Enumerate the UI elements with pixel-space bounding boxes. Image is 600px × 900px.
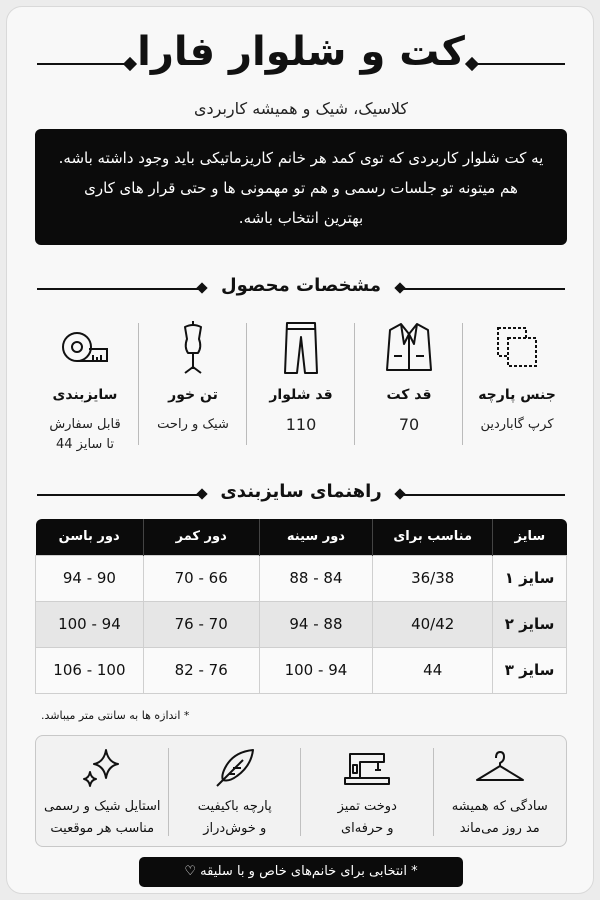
diamond-ornament-icon [123, 57, 137, 71]
cell-size: سایز ۱ [493, 555, 567, 601]
spec-sizing [31, 319, 139, 452]
cell-fit: 36/38 [373, 555, 493, 601]
cell-waist: 70 - 76 [143, 601, 259, 647]
cell-fit: 40/42 [373, 601, 493, 647]
spec-value: 110 [285, 415, 317, 434]
size-heading-row [7, 479, 595, 509]
spec-value: کرپ گاباردین [480, 417, 554, 432]
cell-chest: 88 - 94 [259, 601, 373, 647]
footer-banner: * انتخابی برای خانم‌های خاص و با سلیقه ♡ [139, 857, 463, 887]
title-divider-left [37, 63, 127, 65]
feather-icon [169, 746, 302, 790]
product-sheet [6, 6, 594, 894]
table-row [36, 555, 567, 601]
title-row [7, 29, 595, 85]
spec-jacket-length [355, 319, 463, 449]
trousers-icon [247, 319, 355, 375]
cell-waist: 76 - 82 [143, 647, 259, 693]
feature-line: استایل شیک و رسمی [44, 799, 161, 814]
cell-hip: 100 - 106 [36, 647, 144, 693]
feature-line: دوخت تمیز [337, 799, 397, 814]
diamond-ornament-icon [196, 282, 207, 293]
cell-chest: 94 - 100 [259, 647, 373, 693]
divider-line [400, 288, 565, 290]
spec-label: تن خور [168, 387, 218, 403]
spec-pants-length [247, 319, 355, 449]
table-row [36, 647, 567, 693]
spec-value: شیک و راحت [157, 417, 229, 432]
spec-value-line: تا سایز 44 [55, 437, 115, 452]
table-header-row [36, 519, 567, 555]
features-box [35, 735, 567, 847]
diamond-ornament-icon [196, 488, 207, 499]
divider-line [37, 288, 202, 290]
intro-line: هم میتونه تو جلسات رسمی و هم تو مهمونی ها و حتی قرار های کاری [84, 179, 518, 197]
title-divider-right [475, 63, 565, 65]
feature-item [301, 736, 434, 846]
col-hip: دور باسن [36, 519, 144, 555]
cell-hip: 94 - 100 [36, 601, 144, 647]
col-size: سایز [493, 519, 567, 555]
sewing-machine-icon [301, 746, 434, 790]
fabric-swatch-icon [463, 319, 571, 375]
specs-list [31, 319, 571, 452]
intro-line: بهترین انتخاب باشه. [238, 209, 364, 227]
spec-value [31, 415, 139, 455]
cell-fit: 44 [373, 647, 493, 693]
page-title: کت و شلوار فارا [137, 29, 465, 75]
specs-heading: مشخصات محصول [220, 275, 382, 296]
spec-label: قد کت [386, 387, 432, 403]
feature-line: و خوش‌دراز [203, 821, 267, 836]
spec-value: 70 [398, 415, 420, 434]
mannequin-icon [139, 319, 247, 375]
col-chest: دور سینه [259, 519, 373, 555]
hanger-icon [434, 746, 567, 790]
table-row [36, 601, 567, 647]
intro-box [35, 129, 567, 245]
spec-label: سایزبندی [52, 387, 118, 403]
feature-line: و حرفه‌ای [340, 821, 394, 836]
col-fit: مناسب برای [373, 519, 493, 555]
cell-hip: 90 - 94 [36, 555, 144, 601]
spec-value-line: قابل سفارش [49, 417, 121, 432]
cell-waist: 66 - 70 [143, 555, 259, 601]
cell-chest: 84 - 88 [259, 555, 373, 601]
intro-line: یه کت شلوار کاربردی که توی کمد هر خانم کاریزماتیکی باید وجود داشته باشه. [58, 149, 544, 167]
size-table [35, 519, 567, 694]
spec-fit [139, 319, 247, 449]
measuring-tape-icon [31, 319, 139, 375]
blazer-icon [355, 319, 463, 375]
divider-line [37, 494, 202, 496]
cell-size: سایز ۲ [493, 601, 567, 647]
feature-item [434, 736, 567, 846]
feature-line: مد روز می‌ماند [459, 821, 540, 836]
feature-item [169, 736, 302, 846]
sparkle-icon [36, 746, 169, 790]
size-note: * اندازه ها به سانتی متر میباشد. [41, 709, 190, 722]
feature-line: سادگی که همیشه [451, 799, 548, 814]
col-waist: دور کمر [143, 519, 259, 555]
specs-heading-row [7, 273, 595, 303]
feature-line: پارچه باکیفیت [197, 799, 272, 814]
spec-label: جنس پارچه [478, 387, 556, 403]
feature-line: مناسب هر موقعیت [50, 821, 155, 836]
divider-line [400, 494, 565, 496]
cell-size: سایز ۳ [493, 647, 567, 693]
spec-label: قد شلوار [269, 387, 333, 403]
spec-fabric [463, 319, 571, 449]
size-heading: راهنمای سایزبندی [220, 481, 382, 502]
feature-item [36, 736, 169, 846]
page-subtitle: کلاسیک، شیک و همیشه کاربردی [193, 99, 409, 118]
